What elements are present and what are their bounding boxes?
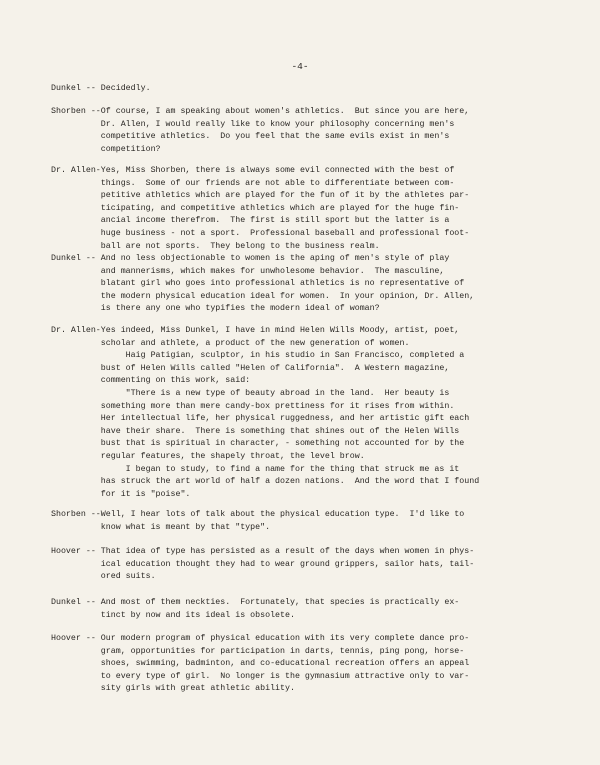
- text-line: Dunkel -- Decidedly.: [51, 84, 151, 93]
- text-line: ancial income therefrom. The first is still sport but the latter is a: [51, 216, 450, 226]
- text-line: petitive athletics which are played for the fun of it by the athletes par-: [51, 191, 470, 201]
- dialogue-entry-allen-2: [51, 325, 551, 501]
- text-line: commenting on this work, said:: [51, 376, 251, 386]
- dialogue-entry-hoover-1: [51, 546, 551, 584]
- text-line: ical education thought they had to wear ground grippers, sailor hats, tail-: [51, 559, 475, 569]
- text-line: ored suits.: [51, 572, 156, 582]
- text-line: Hoover -- Our modern program of physical education with its very complete dance pro-: [51, 634, 470, 643]
- text-line: Dunkel -- And no less objectionable to women is the aping of men's style of play: [51, 254, 450, 263]
- text-line: "There is a new type of beauty abroad in the land. Her beauty is: [51, 388, 450, 398]
- dialogue-entry-dunkel-3: [51, 597, 551, 622]
- text-line: Her intellectual life, her physical ruggedness, and her artistic gift each: [51, 414, 470, 424]
- text-line: competition?: [51, 144, 161, 154]
- dialogue-entry-hoover-2: [51, 633, 551, 696]
- dialogue-entry-shorben-1: [51, 106, 551, 156]
- text-line: have their share. There is something that shines out of the Helen Wills: [51, 426, 460, 436]
- text-line: for it is "poise".: [51, 489, 191, 499]
- page-number: -4-: [291, 61, 309, 72]
- text-line: shoes, swimming, badminton, and co-educational recreation offers an appeal: [51, 659, 470, 669]
- text-line: is there any one who typifies the modern ideal of woman?: [51, 304, 380, 314]
- text-line: the modern physical education ideal for women. In your opinion, Dr. Allen,: [51, 291, 475, 301]
- text-line: ticipating, and competitive athletics which are played for the huge fin-: [51, 203, 460, 213]
- text-line: tinct by now and its ideal is obsolete.: [51, 610, 295, 620]
- text-line: sity girls with great athletic ability.: [51, 684, 295, 694]
- dialogue-entry-dunkel-1: [51, 83, 551, 96]
- text-line: know what is meant by that "type".: [51, 522, 271, 532]
- text-line: has struck the art world of half a dozen nations. And the word that I found: [51, 477, 480, 487]
- dialogue-entry-allen-1: [51, 165, 551, 253]
- text-line: scholar and athlete, a product of the new generation of women.: [51, 338, 410, 348]
- text-line: Dr. Allen-Yes indeed, Miss Dunkel, I have in mind Helen Wills Moody, artist, poet,: [51, 326, 460, 335]
- text-line: and mannerisms, which makes for unwholesome behavior. The masculine,: [51, 266, 445, 276]
- text-line: bust of Helen Wills called "Helen of California". A Western magazine,: [51, 363, 450, 373]
- text-line: Dr. Allen-Yes, Miss Shorben, there is always some evil connected with the best of: [51, 166, 455, 175]
- text-line: blatant girl who goes into professional athletics is no representative of: [51, 279, 465, 289]
- text-line: regular features, the shapely throat, the level brow.: [51, 451, 365, 461]
- text-line: Shorben --Of course, I am speaking about women's athletics. But since you are here,: [51, 107, 470, 116]
- text-line: to every type of girl. No longer is the gymnasium attractive only to var-: [51, 671, 470, 681]
- text-line: Dr. Allen, I would really like to know your philosophy concerning men's: [51, 119, 455, 129]
- text-line: Haig Patigian, sculptor, in his studio in San Francisco, completed a: [51, 351, 465, 361]
- text-line: I began to study, to find a name for the thing that struck me as it: [51, 464, 460, 474]
- dialogue-entry-shorben-2: [51, 509, 551, 534]
- text-line: Shorben --Well, I hear lots of talk about the physical education type. I'd like to: [51, 510, 465, 519]
- text-line: something more than mere candy-box prettiness for it rises from within.: [51, 401, 455, 411]
- text-line: huge business - not a sport. Professional baseball and professional foot-: [51, 228, 470, 238]
- text-line: bust that is spiritual in character, - something not accounted for by the: [51, 439, 465, 449]
- text-line: Dunkel -- And most of them neckties. Fortunately, that species is practically ex-: [51, 598, 460, 607]
- text-line: gram, opportunities for participation in darts, tennis, ping pong, horse-: [51, 646, 465, 656]
- text-line: Hoover -- That idea of type has persisted as a result of the days when women in phys-: [51, 547, 475, 556]
- text-line: ball are not sports. They belong to the business realm.: [51, 241, 380, 251]
- text-line: things. Some of our friends are not able to differentiate between com-: [51, 178, 455, 188]
- dialogue-entry-dunkel-2: [51, 253, 551, 316]
- text-line: competitive athletics. Do you feel that the same evils exist in men's: [51, 132, 450, 142]
